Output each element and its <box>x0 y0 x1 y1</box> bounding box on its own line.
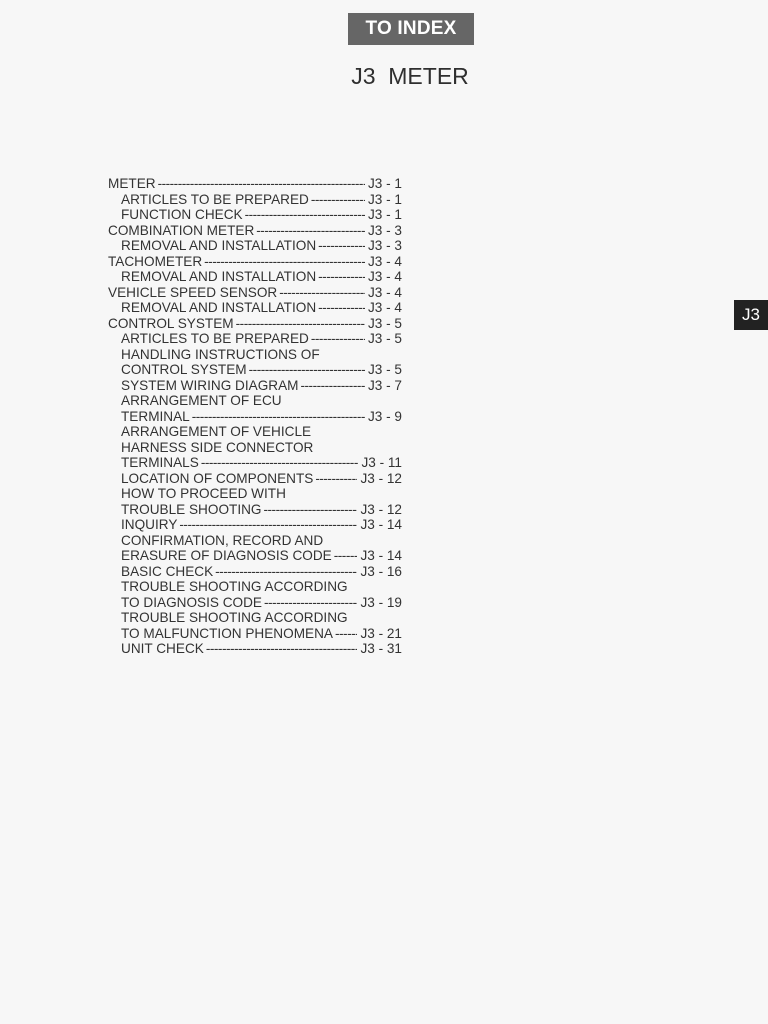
toc-page-number[interactable]: J3 - 12 <box>360 470 402 486</box>
toc-entry-line <box>121 409 408 425</box>
dot-leader <box>201 455 359 471</box>
dot-leader <box>311 192 365 208</box>
toc-entry[interactable] <box>108 285 408 301</box>
toc-entry-line <box>121 502 408 518</box>
toc-page-number[interactable]: J3 - 3 <box>368 238 402 253</box>
toc-entry-line <box>121 331 408 347</box>
dot-leader <box>192 409 365 425</box>
toc-entry[interactable] <box>108 533 408 564</box>
toc-entry[interactable] <box>108 192 408 208</box>
toc-entry[interactable] <box>108 579 408 610</box>
toc-page-number[interactable]: J3 - 21 <box>360 625 402 641</box>
toc-entry-line <box>121 641 408 657</box>
toc-entry[interactable] <box>108 269 408 285</box>
toc-page-number[interactable]: J3 - 1 <box>368 176 402 191</box>
toc-entry-line <box>121 471 408 487</box>
toc-entry[interactable] <box>108 300 408 316</box>
page-title: J3 METER <box>351 63 469 89</box>
toc-page-number[interactable]: J3 - 14 <box>360 517 402 532</box>
toc-entry-title-line: ARRANGEMENT OF VEHICLE <box>121 424 312 439</box>
dot-leader <box>311 331 365 347</box>
toc-entry-label[interactable]: LOCATION OF COMPONENTS <box>121 470 314 486</box>
toc-page-number[interactable]: J3 - 4 <box>368 300 402 315</box>
dot-leader <box>236 316 365 332</box>
toc-entry-label[interactable]: VEHICLE SPEED SENSOR <box>108 284 278 300</box>
toc-page-number[interactable]: J3 - 3 <box>368 222 402 238</box>
toc-entry-label[interactable]: ARTICLES TO BE PREPARED <box>121 191 309 207</box>
dot-leader <box>318 269 365 285</box>
toc-entry-title-line: HANDLING INSTRUCTIONS OF <box>121 346 320 362</box>
toc-entry-label[interactable]: UNIT CHECK <box>121 641 204 656</box>
toc-entry-label[interactable]: FUNCTION CHECK <box>121 207 243 222</box>
toc-entry[interactable] <box>108 424 408 471</box>
dot-leader <box>206 641 358 657</box>
toc-entry[interactable] <box>108 610 408 641</box>
toc-entry[interactable] <box>108 564 408 580</box>
toc-page-number[interactable]: J3 - 4 <box>368 284 402 300</box>
toc-entry-label[interactable]: BASIC CHECK <box>121 563 214 579</box>
dot-leader <box>279 285 365 301</box>
dot-leader <box>249 362 365 378</box>
toc-entry-line <box>121 455 408 471</box>
toc-entry-line <box>121 517 408 533</box>
toc-entry-label[interactable]: TACHOMETER <box>108 253 203 269</box>
toc-page-number[interactable]: J3 - 31 <box>360 641 402 656</box>
dot-leader <box>264 595 357 611</box>
toc-entry-line <box>121 207 408 223</box>
toc-page-number[interactable]: J3 - 19 <box>360 594 402 610</box>
dot-leader <box>300 378 365 394</box>
toc-entry-line <box>108 316 408 332</box>
toc-page-number[interactable]: J3 - 9 <box>368 408 402 424</box>
toc-entry-label[interactable]: TERMINAL <box>121 408 190 424</box>
toc-entry-line <box>121 595 408 611</box>
toc-entry[interactable] <box>108 486 408 517</box>
toc-entry[interactable] <box>108 223 408 239</box>
toc-entry-title-line: ARRANGEMENT OF ECU <box>121 393 282 408</box>
toc-entry-label[interactable]: METER <box>108 176 156 191</box>
toc-entry[interactable] <box>108 641 408 657</box>
toc-entry-label[interactable]: TROUBLE SHOOTING <box>121 501 262 517</box>
toc-entry[interactable] <box>108 176 408 192</box>
section-tab-j3: J3 <box>734 300 768 330</box>
toc-entry-label[interactable]: CONTROL SYSTEM <box>108 315 234 331</box>
toc-entry-line <box>121 626 408 642</box>
toc-page-number[interactable]: J3 - 11 <box>361 455 402 470</box>
toc-entry[interactable] <box>108 207 408 223</box>
toc-entry-title-line: CONFIRMATION, RECORD AND <box>121 532 324 548</box>
toc-entry[interactable] <box>108 238 408 254</box>
toc-entry-line <box>121 548 408 564</box>
dot-leader <box>335 626 357 642</box>
toc-entry-title-line: TROUBLE SHOOTING ACCORDING <box>121 610 348 625</box>
toc-entry-title-line: HOW TO PROCEED WITH <box>121 486 286 501</box>
toc-entry[interactable] <box>108 517 408 533</box>
toc-entry[interactable] <box>108 378 408 394</box>
toc-entry-title-line: TROUBLE SHOOTING ACCORDING <box>121 579 348 594</box>
dot-leader <box>334 548 358 564</box>
dot-leader <box>179 517 357 533</box>
toc-entry-label[interactable]: TO DIAGNOSIS CODE <box>121 594 262 610</box>
toc-entry-line <box>121 362 408 378</box>
toc-entry-line <box>121 378 408 394</box>
to-index-button[interactable]: TO INDEX <box>348 13 474 45</box>
toc-entry-title-line: HARNESS SIDE CONNECTOR <box>121 439 314 455</box>
toc-entry[interactable] <box>108 316 408 332</box>
toc-entry-label[interactable]: CONTROL SYSTEM <box>121 362 247 377</box>
toc-page-number[interactable]: J3 - 7 <box>368 377 402 393</box>
toc-entry-line <box>108 285 408 301</box>
toc-entry[interactable] <box>108 393 408 424</box>
toc-page-number[interactable]: J3 - 14 <box>360 548 402 563</box>
dot-leader <box>318 300 365 316</box>
toc-page-number[interactable]: J3 - 4 <box>368 269 402 284</box>
toc-page-number[interactable]: J3 - 1 <box>368 207 402 222</box>
toc-entry[interactable] <box>108 471 408 487</box>
toc-entry-line <box>121 192 408 208</box>
toc-entry-line <box>121 564 408 580</box>
toc-page-number[interactable]: J3 - 16 <box>360 563 402 579</box>
toc-page-number[interactable]: J3 - 1 <box>368 191 402 207</box>
table-of-contents <box>108 176 408 657</box>
toc-page-number[interactable]: J3 - 12 <box>360 501 402 517</box>
toc-entry-label[interactable]: INQUIRY <box>121 517 178 532</box>
toc-entry[interactable] <box>108 331 408 347</box>
toc-entry-label[interactable]: ERASURE OF DIAGNOSIS CODE <box>121 548 332 563</box>
toc-entry-line <box>121 300 408 316</box>
toc-page-number[interactable]: J3 - 5 <box>368 331 402 346</box>
dot-leader <box>256 223 365 239</box>
dot-leader <box>158 176 365 192</box>
dot-leader <box>318 238 365 254</box>
toc-entry-label[interactable]: COMBINATION METER <box>108 222 255 238</box>
dot-leader <box>315 471 357 487</box>
toc-entry-label[interactable]: TERMINALS <box>121 455 199 470</box>
dot-leader <box>215 564 357 580</box>
toc-entry-line <box>108 223 408 239</box>
toc-page-number[interactable]: J3 - 4 <box>368 253 402 269</box>
toc-entry-label[interactable]: REMOVAL AND INSTALLATION <box>121 269 317 284</box>
toc-entry-line <box>121 238 408 254</box>
toc-entry-label[interactable]: SYSTEM WIRING DIAGRAM <box>121 377 299 393</box>
toc-entry[interactable] <box>108 254 408 270</box>
dot-leader <box>204 254 365 270</box>
toc-entry-label[interactable]: ARTICLES TO BE PREPARED <box>121 331 309 346</box>
dot-leader <box>263 502 357 518</box>
toc-entry-line <box>121 269 408 285</box>
toc-entry-line <box>108 254 408 270</box>
toc-page-number[interactable]: J3 - 5 <box>368 315 402 331</box>
toc-entry-label[interactable]: REMOVAL AND INSTALLATION <box>121 238 317 253</box>
toc-page-number[interactable]: J3 - 5 <box>368 362 402 377</box>
toc-entry-line <box>108 176 408 192</box>
toc-entry[interactable] <box>108 347 408 378</box>
dot-leader <box>245 207 365 223</box>
toc-entry-label[interactable]: TO MALFUNCTION PHENOMENA <box>121 625 333 641</box>
toc-entry-label[interactable]: REMOVAL AND INSTALLATION <box>121 300 317 315</box>
